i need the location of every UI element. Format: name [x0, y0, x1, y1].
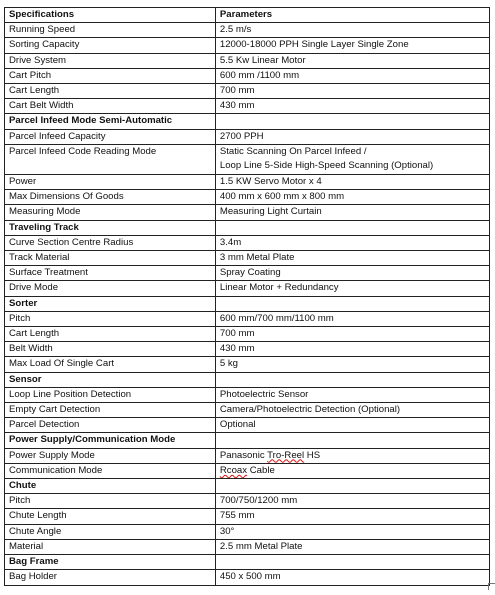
- spec-value-suffix: HS: [304, 449, 321, 461]
- section-empty-cell: [215, 296, 489, 311]
- table-row: [5, 205, 490, 220]
- section-title: Chute: [5, 479, 216, 494]
- spec-value: 30°: [215, 524, 489, 539]
- section-row: [5, 114, 490, 129]
- table-row: [5, 403, 490, 418]
- spec-value: 3 mm Metal Plate: [215, 251, 489, 266]
- section-row: [5, 479, 490, 494]
- table-row: [5, 311, 490, 326]
- table-row: [5, 53, 490, 68]
- spec-label: Parcel Infeed Capacity: [5, 129, 216, 144]
- spec-label: Running Speed: [5, 23, 216, 38]
- section-title: Sensor: [5, 372, 216, 387]
- spec-value: 430 mm: [215, 342, 489, 357]
- spec-label: Belt Width: [5, 342, 216, 357]
- table-row: [5, 129, 490, 144]
- spec-label: Power Supply Mode: [5, 448, 216, 463]
- spec-value-prefix: Panasonic: [219, 449, 268, 461]
- spec-value: Camera/Photoelectric Detection (Optional): [215, 403, 489, 418]
- spec-value: 2.5 m/s: [215, 23, 489, 38]
- table-row: [5, 448, 490, 463]
- table-row: [5, 524, 490, 539]
- spec-label: Drive System: [5, 53, 216, 68]
- table-row: [5, 342, 490, 357]
- table-row: [5, 539, 490, 554]
- spec-value: Linear Motor + Redundancy: [215, 281, 489, 296]
- spec-label: Max Load Of Single Cart: [5, 357, 216, 372]
- specifications-table-body: [5, 8, 490, 586]
- spec-value-flagged-word: Rcoax: [219, 464, 248, 476]
- spec-value: 600 mm /1100 mm: [215, 68, 489, 83]
- spec-label: Communication Mode: [5, 463, 216, 478]
- spec-value: 2700 PPH: [215, 129, 489, 144]
- spec-value-suffix: Cable: [247, 464, 275, 476]
- spec-value: 700/750/1200 mm: [215, 494, 489, 509]
- spec-value-line-2: Loop Line 5-Side High-Speed Scanning (Optional): [219, 160, 434, 172]
- table-row: [5, 266, 490, 281]
- section-empty-cell: [215, 433, 489, 448]
- spec-value: [215, 448, 489, 463]
- spec-label: Cart Belt Width: [5, 99, 216, 114]
- table-row: [5, 281, 490, 296]
- spec-label: Pitch: [5, 494, 216, 509]
- table-row: [5, 38, 490, 53]
- table-header-row: [5, 8, 490, 23]
- spec-value: 3.4m: [215, 235, 489, 250]
- table-row: [5, 327, 490, 342]
- table-row: [5, 175, 490, 190]
- spec-label: Parcel Infeed Code Reading Mode: [5, 144, 216, 174]
- table-row: [5, 99, 490, 114]
- section-empty-cell: [215, 372, 489, 387]
- spec-label: Max Dimensions Of Goods: [5, 190, 216, 205]
- section-title: Sorter: [5, 296, 216, 311]
- spec-value: 600 mm/700 mm/1100 mm: [215, 311, 489, 326]
- spec-label: Material: [5, 539, 216, 554]
- spec-label: Chute Length: [5, 509, 216, 524]
- spec-label: Cart Pitch: [5, 68, 216, 83]
- section-row: [5, 296, 490, 311]
- section-row: [5, 372, 490, 387]
- spec-label: Curve Section Centre Radius: [5, 235, 216, 250]
- spec-value: 755 mm: [215, 509, 489, 524]
- spec-value-line-1: Static Scanning On Parcel Infeed /: [219, 145, 367, 157]
- spec-value: [215, 463, 489, 478]
- section-row: [5, 433, 490, 448]
- spec-label: Track Material: [5, 251, 216, 266]
- specifications-table: [4, 7, 490, 586]
- spec-label: Loop Line Position Detection: [5, 387, 216, 402]
- table-row: [5, 68, 490, 83]
- header-parameters: Parameters: [215, 8, 489, 23]
- spec-label: Chute Angle: [5, 524, 216, 539]
- spec-value: [215, 144, 489, 174]
- spec-label: Sorting Capacity: [5, 38, 216, 53]
- section-row: [5, 555, 490, 570]
- header-specifications: Specifications: [5, 8, 216, 23]
- section-title: Power Supply/Communication Mode: [5, 433, 216, 448]
- spec-value: 700 mm: [215, 84, 489, 99]
- spec-value: 430 mm: [215, 99, 489, 114]
- spec-value: Optional: [215, 418, 489, 433]
- spec-label: Cart Length: [5, 84, 216, 99]
- spec-label: Empty Cart Detection: [5, 403, 216, 418]
- spec-value: Photoelectric Sensor: [215, 387, 489, 402]
- table-row: [5, 570, 490, 585]
- table-row: [5, 144, 490, 174]
- table-row: [5, 509, 490, 524]
- spec-value: Measuring Light Curtain: [215, 205, 489, 220]
- table-corner-mark: [488, 583, 495, 590]
- spec-value: 400 mm x 600 mm x 800 mm: [215, 190, 489, 205]
- section-empty-cell: [215, 555, 489, 570]
- spec-label: Power: [5, 175, 216, 190]
- table-row: [5, 357, 490, 372]
- spec-value: 5.5 Kw Linear Motor: [215, 53, 489, 68]
- section-empty-cell: [215, 479, 489, 494]
- table-row: [5, 251, 490, 266]
- table-row: [5, 418, 490, 433]
- section-title: Traveling Track: [5, 220, 216, 235]
- table-row: [5, 387, 490, 402]
- spec-label: Parcel Detection: [5, 418, 216, 433]
- spec-value: 12000-18000 PPH Single Layer Single Zone: [215, 38, 489, 53]
- section-empty-cell: [215, 114, 489, 129]
- spec-value: Spray Coating: [215, 266, 489, 281]
- spec-value-flagged-word: Tro-Reel: [267, 449, 305, 461]
- table-row: [5, 235, 490, 250]
- section-title: Parcel Infeed Mode Semi-Automatic: [5, 114, 216, 129]
- table-row: [5, 494, 490, 509]
- spec-label: Surface Treatment: [5, 266, 216, 281]
- section-row: [5, 220, 490, 235]
- spec-label: Cart Length: [5, 327, 216, 342]
- spec-label: Measuring Mode: [5, 205, 216, 220]
- spec-value: 450 x 500 mm: [215, 570, 489, 585]
- table-row: [5, 463, 490, 478]
- spec-label: Drive Mode: [5, 281, 216, 296]
- section-empty-cell: [215, 220, 489, 235]
- spec-value: 1.5 KW Servo Motor x 4: [215, 175, 489, 190]
- table-row: [5, 23, 490, 38]
- table-row: [5, 84, 490, 99]
- spec-label: Bag Holder: [5, 570, 216, 585]
- section-title: Bag Frame: [5, 555, 216, 570]
- spec-value: 700 mm: [215, 327, 489, 342]
- spec-value: 5 kg: [215, 357, 489, 372]
- table-row: [5, 190, 490, 205]
- spec-label: Pitch: [5, 311, 216, 326]
- spec-value: 2.5 mm Metal Plate: [215, 539, 489, 554]
